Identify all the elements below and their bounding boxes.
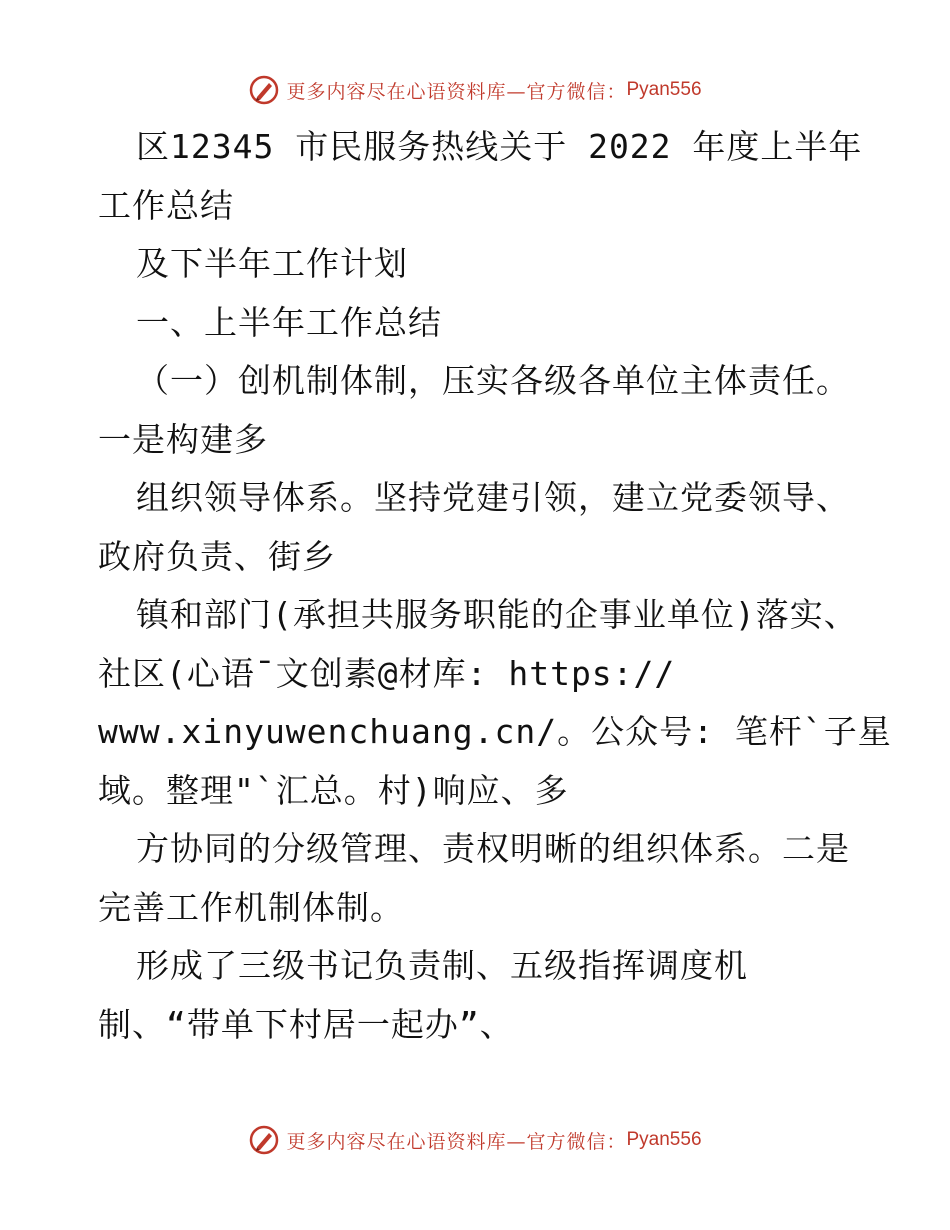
doc-line: 域。整理"`汇总。村)响应、多 [98, 770, 569, 810]
header-banner [0, 70, 950, 110]
doc-line: 组织领导体系。坚持党建引领，建立党委领导、 [136, 478, 850, 517]
doc-line: 工作总结 [98, 185, 234, 225]
doc-line: 制、“带单下村居一起办”、 [98, 1004, 514, 1044]
doc-line: 方协同的分级管理、责权明晰的组织体系。二是 [136, 829, 850, 868]
doc-line: 形成了三级书记负责制、五级指挥调度机 [136, 946, 748, 985]
doc-line: 一、上半年工作总结 [136, 302, 442, 342]
banner-text: 更多内容尽在心语资料库—官方微信： [286, 80, 627, 103]
doc-line: 镇和部门(承担共服务职能的企事业单位)落实、 [136, 595, 858, 634]
doc-line: 完善工作机制体制。 [98, 887, 404, 927]
doc-line: 社区(心语¯文创素@材库: https:// [98, 653, 676, 693]
doc-line: 政府负责、街乡 [98, 536, 336, 576]
banner-wechat-id: Pyan556 [626, 79, 702, 100]
document-body [98, 118, 892, 1054]
footer-banner [0, 1120, 950, 1160]
doc-line: www.xinyuwenchuang.cn/。公众号: 笔杆`子星 [98, 712, 892, 751]
pen-logo-icon [248, 1124, 280, 1156]
pen-logo-icon [248, 74, 280, 106]
doc-line: 一是构建多 [98, 419, 268, 459]
doc-line: 区12345 市民服务热线关于 2022 年度上半年 [136, 127, 863, 166]
banner-text: 更多内容尽在心语资料库—官方微信： [286, 1130, 627, 1153]
banner-wechat-id: Pyan556 [626, 1129, 702, 1150]
doc-line: 及下半年工作计划 [136, 244, 408, 283]
doc-line: （一）创机制体制，压实各级各单位主体责任。 [136, 361, 850, 400]
